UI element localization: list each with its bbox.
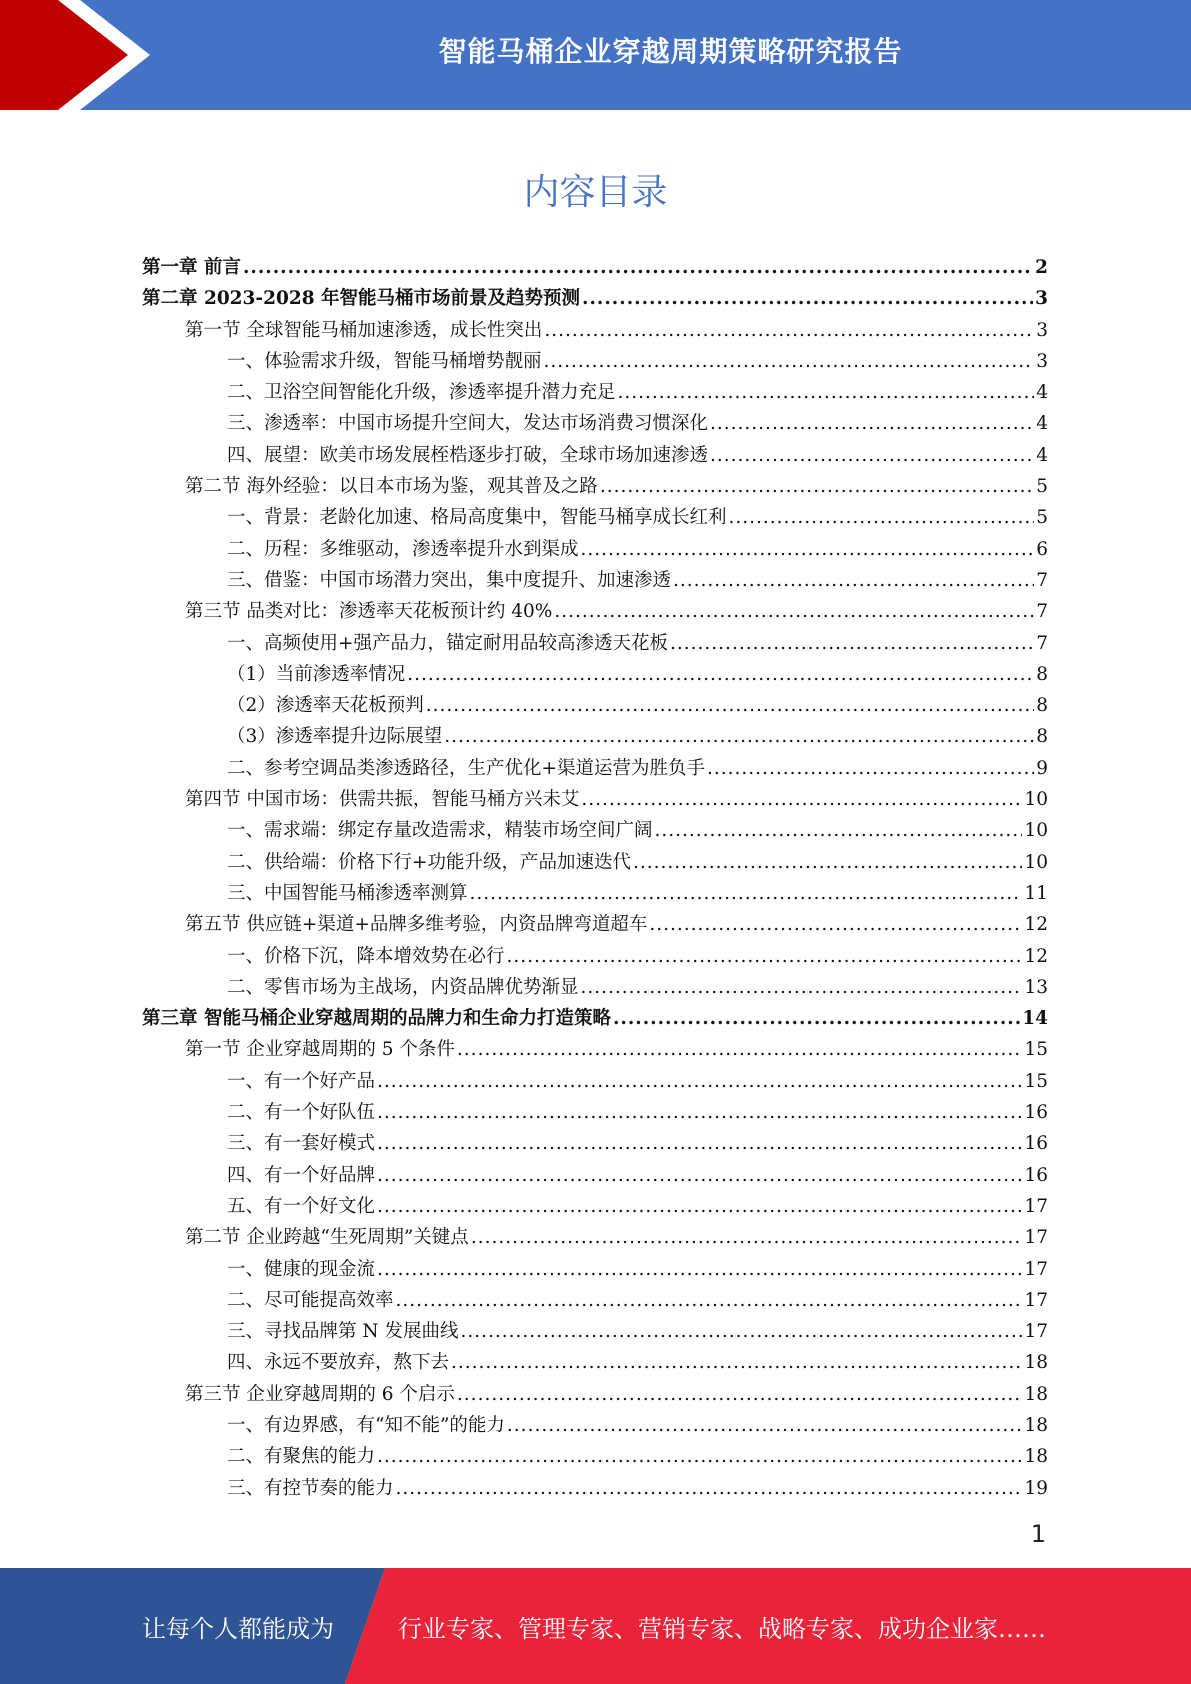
toc-entry[interactable] [142, 816, 1048, 847]
toc-entry[interactable] [142, 1474, 1048, 1505]
toc-leader-dots [544, 351, 1035, 372]
toc-entry[interactable] [142, 378, 1048, 409]
toc-entry-page: 17 [1024, 1227, 1048, 1249]
toc-entry-page: 15 [1024, 1070, 1048, 1092]
toc-entry[interactable] [142, 535, 1048, 566]
toc-leader-dots [507, 1415, 1023, 1436]
page-number: 1 [1030, 1520, 1046, 1548]
toc-entry-page: 8 [1036, 663, 1048, 685]
toc-leader-dots [451, 1352, 1022, 1373]
toc-leader-dots [396, 1290, 1023, 1311]
toc-entry-label: 第三节 品类对比：渗透率天花板预计约 40% [185, 601, 553, 623]
toc-entry-label: 三、有一套好模式 [227, 1133, 376, 1155]
toc-entry-page: 9 [1036, 757, 1048, 779]
toc-entry-page: 16 [1024, 1133, 1048, 1155]
toc-entry-label: 四、展望：欧美市场发展桎梏逐步打破，全球市场加速渗透 [227, 444, 709, 466]
toc-entry[interactable] [142, 316, 1048, 347]
toc-entry[interactable] [142, 1411, 1048, 1442]
toc-leader-dots [377, 1196, 1022, 1217]
toc-entry-label: 第三节 企业穿越周期的 6 个启示 [185, 1383, 455, 1405]
table-of-contents [142, 253, 1048, 1505]
footer-banner [0, 1568, 1191, 1684]
toc-leader-dots [554, 601, 1034, 622]
toc-entry-page: 13 [1024, 976, 1048, 998]
toc-entry[interactable] [142, 754, 1048, 785]
toc-entry[interactable] [142, 1286, 1048, 1317]
toc-leader-dots [673, 570, 1034, 591]
toc-entry-page: 10 [1024, 789, 1048, 811]
toc-entry-page: 18 [1024, 1414, 1048, 1436]
toc-entry-page: 7 [1036, 601, 1048, 623]
toc-entry-label: 二、有一个好队伍 [227, 1102, 376, 1124]
toc-leader-dots [581, 977, 1023, 998]
toc-entry[interactable] [142, 973, 1048, 1004]
toc-entry[interactable] [142, 472, 1048, 503]
toc-entry-page: 4 [1036, 413, 1048, 435]
toc-entry-label: 第五节 供应链+渠道+品牌多维考验，内资品牌弯道超车 [185, 914, 648, 936]
toc-leader-dots [707, 758, 1034, 779]
toc-entry[interactable] [142, 879, 1048, 910]
toc-entry[interactable] [142, 284, 1048, 315]
toc-entry-page: 3 [1036, 350, 1048, 372]
toc-entry-page: 3 [1036, 319, 1048, 341]
toc-entry[interactable] [142, 1255, 1048, 1286]
toc-entry-page: 11 [1024, 882, 1048, 904]
toc-entry-page: 10 [1024, 820, 1048, 842]
toc-entry-label: 二、卫浴空间智能化升级，渗透率提升潜力充足 [227, 382, 616, 404]
toc-leader-dots [729, 507, 1035, 528]
toc-entry[interactable] [142, 347, 1048, 378]
toc-entry-label: 一、需求端：绑定存量改造需求，精装市场空间广阔 [227, 820, 653, 842]
toc-leader-dots [710, 413, 1034, 434]
toc-entry[interactable] [142, 1223, 1048, 1254]
toc-entry-label: 第一节 全球智能马桶加速渗透，成长性突出 [185, 319, 543, 341]
toc-entry[interactable] [142, 566, 1048, 597]
toc-leader-dots [618, 382, 1035, 403]
toc-leader-dots [507, 946, 1023, 967]
toc-entry-label: 五、有一个好文化 [227, 1195, 376, 1217]
toc-leader-dots [544, 320, 1034, 341]
toc-entry-page: 6 [1036, 538, 1048, 560]
toc-entry-label: 二、零售市场为主战场，内资品牌优势渐显 [227, 976, 579, 998]
toc-entry-page: 18 [1024, 1383, 1048, 1405]
toc-entry[interactable] [142, 722, 1048, 753]
toc-entry-label: 三、渗透率：中国市场提升空间大，发达市场消费习惯深化 [227, 413, 709, 435]
toc-entry-label: 一、健康的现金流 [227, 1258, 376, 1280]
report-title: 智能马桶企业穿越周期策略研究报告 [438, 35, 903, 68]
toc-leader-dots [471, 1227, 1023, 1248]
toc-entry-page: 18 [1024, 1446, 1048, 1468]
toc-entry-page: 18 [1024, 1352, 1048, 1374]
toc-leader-dots [710, 445, 1034, 466]
toc-entry-page: 5 [1036, 476, 1048, 498]
toc-entry-page: 4 [1036, 444, 1048, 466]
toc-entry-label: 一、背景：老龄化加速、格局高度集中，智能马桶享成长红利 [227, 507, 727, 529]
toc-entry-label: 一、体验需求升级，智能马桶增势靓丽 [227, 350, 542, 372]
toc-entry-page: 17 [1024, 1289, 1048, 1311]
toc-leader-dots [426, 695, 1034, 716]
toc-entry-page: 16 [1024, 1102, 1048, 1124]
toc-entry-page: 12 [1024, 945, 1048, 967]
toc-leader-dots [649, 914, 1022, 935]
toc-entry-label: 第三章 智能马桶企业穿越周期的品牌力和生命力打造策略 [142, 1008, 611, 1030]
toc-entry-label: 第一节 企业穿越周期的 5 个条件 [185, 1039, 455, 1061]
toc-entry-page: 17 [1024, 1195, 1048, 1217]
toc-leader-dots [670, 633, 1034, 654]
toc-leader-dots [460, 1321, 1022, 1342]
toc-leader-dots [457, 1039, 1023, 1060]
toc-entry[interactable] [142, 629, 1048, 660]
toc-leader-dots [377, 1071, 1022, 1092]
toc-entry[interactable] [142, 1035, 1048, 1066]
toc-leader-dots [633, 852, 1022, 873]
toc-entry-page: 12 [1024, 914, 1048, 936]
toc-entry[interactable] [142, 1161, 1048, 1192]
toc-entry-label: 二、尽可能提高效率 [227, 1289, 394, 1311]
toc-entry-page: 8 [1036, 726, 1048, 748]
toc-entry-label: 二、历程：多维驱动，渗透率提升水到渠成 [227, 538, 579, 560]
toc-leader-dots [243, 257, 1033, 278]
toc-entry-page: 17 [1024, 1258, 1048, 1280]
toc-entry[interactable] [142, 1317, 1048, 1348]
toc-entry[interactable] [142, 409, 1048, 440]
toc-entry-page: 16 [1024, 1164, 1048, 1186]
toc-entry[interactable] [142, 503, 1048, 534]
toc-entry-label: （1）当前渗透率情况 [227, 663, 406, 685]
toc-entry-page: 14 [1022, 1008, 1048, 1030]
toc-entry[interactable] [142, 597, 1048, 628]
toc-entry-page: 3 [1035, 288, 1048, 310]
toc-leader-dots [457, 1384, 1023, 1405]
toc-entry-label: 二、参考空调品类渗透路径，生产优化+渠道运营为胜负手 [227, 757, 706, 779]
toc-entry[interactable] [142, 660, 1048, 691]
toc-entry-label: 三、寻找品牌第 N 发展曲线 [227, 1321, 459, 1343]
toc-entry[interactable] [142, 691, 1048, 722]
toc-entry-label: 一、有一个好产品 [227, 1070, 376, 1092]
toc-entry[interactable] [142, 253, 1048, 284]
toc-entry-label: 一、有边界感，有“知不能”的能力 [227, 1414, 505, 1436]
toc-leader-dots [444, 726, 1034, 747]
toc-entry-label: （3）渗透率提升边际展望 [227, 726, 443, 748]
toc-entry-page: 8 [1036, 695, 1048, 717]
toc-entry[interactable] [142, 848, 1048, 879]
toc-entry-page: 2 [1035, 257, 1048, 278]
toc-leader-dots [377, 1446, 1022, 1467]
toc-leader-dots [581, 789, 1022, 810]
toc-entry-page: 4 [1036, 382, 1048, 404]
toc-entry[interactable] [142, 1004, 1048, 1035]
toc-entry-label: 四、有一个好品牌 [227, 1164, 376, 1186]
toc-entry-page: 17 [1024, 1321, 1048, 1343]
toc-entry-label: 三、有控节奏的能力 [227, 1477, 394, 1499]
toc-entry-label: 三、中国智能马桶渗透率测算 [227, 882, 468, 904]
toc-entry-page: 7 [1036, 632, 1048, 654]
toc-entry[interactable] [142, 1192, 1048, 1223]
toc-entry-page: 19 [1024, 1477, 1048, 1499]
toc-leader-dots [582, 288, 1033, 309]
toc-entry-page: 7 [1036, 569, 1048, 591]
toc-entry-label: 二、有聚焦的能力 [227, 1446, 376, 1468]
toc-entry[interactable] [142, 1067, 1048, 1098]
toc-leader-dots [377, 1259, 1022, 1280]
footer-slogan-right: 行业专家、管理专家、营销专家、战略专家、成功企业家…… [398, 1614, 1046, 1643]
toc-leader-dots [470, 883, 1023, 904]
footer-slogan-left: 让每个人都能成为 [142, 1614, 334, 1643]
toc-entry-label: 三、借鉴：中国市场潜力突出，集中度提升、加速渗透 [227, 569, 672, 591]
toc-entry[interactable] [142, 785, 1048, 816]
toc-leader-dots [396, 1478, 1023, 1499]
toc-leader-dots [581, 539, 1035, 560]
toc-leader-dots [600, 476, 1034, 497]
toc-entry-label: 二、供给端：价格下行+功能升级，产品加速迭代 [227, 851, 632, 873]
toc-entry-page: 15 [1024, 1039, 1048, 1061]
toc-entry[interactable] [142, 1442, 1048, 1473]
toc-entry-page: 5 [1036, 507, 1048, 529]
toc-entry-label: 第四节 中国市场：供需共振，智能马桶方兴未艾 [185, 789, 580, 811]
toc-heading: 内容目录 [523, 172, 668, 213]
toc-entry-label: 四、永远不要放弃，熬下去 [227, 1352, 450, 1374]
toc-leader-dots [377, 1102, 1022, 1123]
toc-entry[interactable] [142, 942, 1048, 973]
toc-entry[interactable] [142, 1348, 1048, 1379]
toc-leader-dots [655, 820, 1023, 841]
toc-entry[interactable] [142, 1380, 1048, 1411]
toc-entry-label: 第二节 企业跨越“生死周期”关键点 [185, 1227, 469, 1249]
toc-entry-page: 10 [1024, 851, 1048, 873]
toc-entry-label: 一、价格下沉，降本增效势在必行 [227, 945, 505, 967]
toc-entry-label: 第二章 2023-2028 年智能马桶市场前景及趋势预测 [142, 288, 581, 310]
toc-entry[interactable] [142, 1098, 1048, 1129]
toc-entry-label: 第二节 海外经验：以日本市场为鉴，观其普及之路 [185, 476, 598, 498]
toc-entry-label: （2）渗透率天花板预判 [227, 695, 424, 717]
toc-entry[interactable] [142, 441, 1048, 472]
toc-entry[interactable] [142, 910, 1048, 941]
header-banner [0, 0, 1191, 110]
toc-leader-dots [377, 1165, 1022, 1186]
toc-leader-dots [613, 1008, 1020, 1029]
toc-leader-dots [407, 664, 1034, 685]
toc-leader-dots [377, 1133, 1022, 1154]
toc-entry-label: 一、高频使用+强产品力，锚定耐用品较高渗透天花板 [227, 632, 669, 654]
toc-entry-label: 第一章 前言 [142, 257, 241, 278]
toc-entry[interactable] [142, 1129, 1048, 1160]
